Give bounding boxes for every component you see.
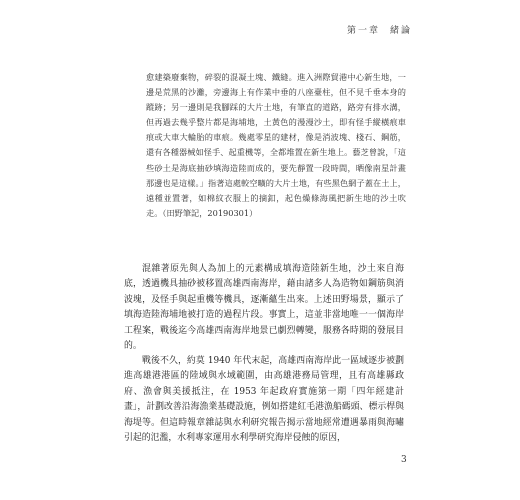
- page-number: 3: [401, 455, 407, 465]
- field-notes-quote: 愈建築廢棄物，碎裂的混凝土塊、鐵縫。進入洲際貿港中心新生地，一邊是荒黑的沙灘，旁邊海上有作業中垂的八座臺柱，但不見千垂本身的蹤跡；另一邊則是我腳踩的大片土地，有筆直的道路，路旁有排水溝，但再過去幾乎整片都是海埔地，土黃色的漫漫沙土，即有怪手縱橫痕車痕或大車大輪胎的車痕。幾處零星的建材，像是消波塊、棧石、鋼筋，還有各種器械如怪手、起重機等，全都堆置在新生地上。藝芝曾說，「這些砂土是海底抽砂填海造陸而成的，要先靜置一段時間，晒像南星計畫那邊也是這樣。」指著這處較空曠的大片土地，有些黑色網子蓋在土上，遠種並置著，如棉紋衣服上的摘釦，起色燥條海風把新生地的沙土吹走。（田野筆記，20190301）: [146, 72, 406, 218]
- chapter-title: 緒論: [389, 26, 412, 36]
- chapter-label: 第一章: [346, 26, 380, 36]
- body-paragraph-2: 戰後不久，約莫 1940 年代末起，高雄西南海岸此一區域逐步被劃進高雄港港區的陸域與水域範圍，由高雄港務局管理，且有高雄縣政府、漁會與美援抵注，在 1953 年起政府實施第一期「四年經建計畫」，計劃改善沿海漁業基礎設施，例如搭建紅毛港漁船碼頭、標示桿與海堤等。但這時報章雜誌與水利研究報告揭示當地經常遭遇暴雨與海嘯引起的氾濫，水利專家運用水利學研究海岸侵蝕的原因，: [124, 356, 404, 444]
- running-header: [347, 23, 412, 36]
- body-paragraph-1: 混雜著原先與人為加上的元素構成填海造陸新生地，沙土來自海底，透過機具抽砂被移置高雄西南海岸，藉由諸多人為造物如鋼筋與消波塊，及怪手與起重機等機具，逐漸蘊生出來。上述田野場景，顯示了填海造陸海埔地被打造的過程片段。事實上，這並非當地唯一一個海岸工程案，戰後迄今高雄西南海岸地景已劇烈轉變，服務各時期的發展目的。: [124, 264, 404, 352]
